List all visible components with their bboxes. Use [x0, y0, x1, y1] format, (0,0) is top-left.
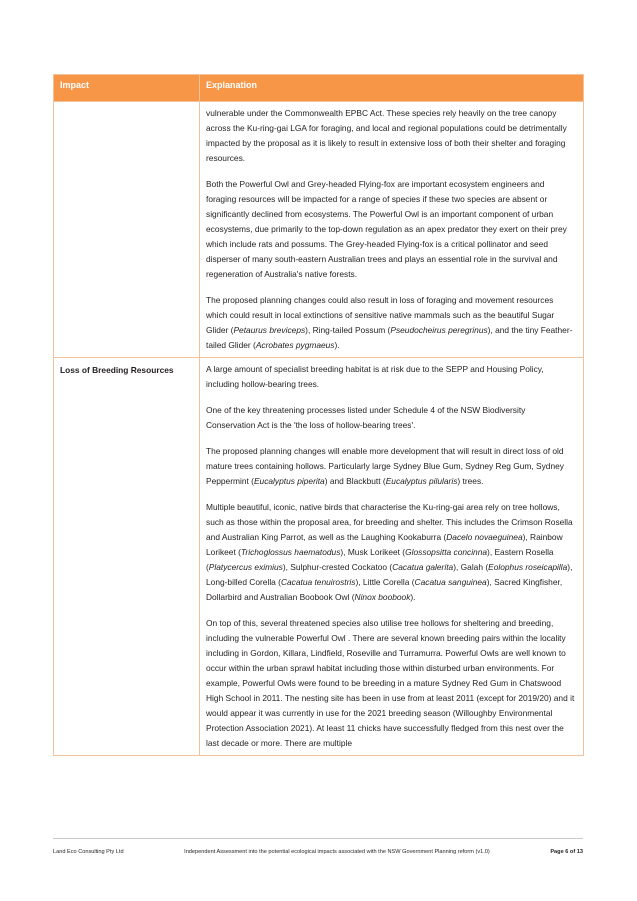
text-run: vulnerable under the Commonwealth EPBC Act. These species rely heavily on the tree canopy across the Ku-ring-gai LGA for foraging, and local and regional populations could be detrimentally impacted by the proposal as it is likely to result in extensive loss of both their shelter and foraging resources. [206, 108, 567, 163]
text-run: The proposed planning changes will enable more development that will result in direct loss of old mature trees containing hollows. Particularly large Sydney Blue Gum, Sydney Reg Gum, Sydney Peppermint ( [206, 446, 564, 486]
explanation-cell [200, 358, 584, 756]
species-name: Ninox boobook [354, 592, 411, 602]
species-name: Trichoglossus haematodus [240, 547, 341, 557]
explanation-paragraph [206, 293, 577, 353]
text-run: ), Little Corella ( [355, 577, 415, 587]
explanation-paragraph [206, 106, 577, 166]
table-row [54, 102, 584, 358]
explanation-paragraph [206, 362, 577, 392]
text-run: ), Eastern Rosella ( [206, 547, 554, 572]
text-run: ), Sacred Kingfisher, Dollarbird and Australian Boobook Owl ( [206, 577, 563, 602]
impact-table [53, 74, 584, 756]
footer-company: Land Eco Consulting Pty Ltd [53, 849, 124, 855]
text-run: ), Ring-tailed Possum ( [305, 325, 391, 335]
explanation-paragraph [206, 616, 577, 751]
impact-cell [54, 102, 200, 358]
text-run: One of the key threatening processes listed under Schedule 4 of the NSW Biodiversity Conservation Act is the 'the loss of hollow-bearing trees'. [206, 405, 526, 430]
text-run: ), Musk Lorikeet ( [340, 547, 406, 557]
text-run: ), and the tiny Feather-tailed Glider ( [206, 325, 573, 350]
text-run: On top of this, several threatened species also utilise tree hollows for sheltering and breeding, including the vulnerable Powerful Owl . There are several known breeding pairs within the locality including in Gordon, Killara, Lindfield, Roseville and Turramurra. Powerful Owls are well known to occur within the urban sprawl habitat including those within disturbed urban environments. For example, Powerful Owls were found to be breeding in a mature Sydney Red Gum in Chatswood High School in 2011. The nesting site has been in use from at least 2011 (except for 2019/20) and it would appear it was currently in use for the 2021 breeding season (Willoughby Environmental Protection Association 2021). At least 11 chicks have successfully fledged from this nest over the last decade or more. There are multiple [206, 618, 575, 748]
text-run: Both the Powerful Owl and Grey-headed Flying-fox are important ecosystem engineers and foraging resources will be impacted for a range of species if these two species are absent or significantly declined from ecosystems. The Powerful Owl is an important component of urban ecosystems, due primarily to the top-down regulation as an apex predator they exert on their prey which include rats and possums. The Grey-headed Flying-fox is a critical pollinator and seed disperser of many south-eastern Australian trees and plays an essential role in the survival and regeneration of Australia's native forests. [206, 179, 567, 279]
text-run: ), Sulphur-crested Cockatoo ( [282, 562, 393, 572]
header-impact: Impact [54, 75, 200, 102]
header-explanation: Explanation [200, 75, 584, 102]
impact-cell: Loss of Breeding Resources [54, 358, 200, 756]
species-name: Eucalyptus pilularis [385, 476, 458, 486]
text-run: ), Rainbow Lorikeet ( [206, 532, 563, 557]
species-name: Pseudocheirus peregrinus [390, 325, 488, 335]
text-run: ). [334, 340, 340, 350]
footer-page-number: Page 6 of 13 [550, 849, 583, 855]
text-run: The proposed planning changes could also result in loss of foraging and movement resources which could result in local extinctions of sensitive native mammals such as the beautiful Sugar Glider ( [206, 295, 555, 335]
footer-title: Independent Assessment into the potential ecological impacts associated with the NSW Government Planning reform (v1.0) [184, 849, 490, 855]
text-run: ), Long-billed Corella ( [206, 562, 573, 587]
species-name: Platycercus eximius [208, 562, 283, 572]
explanation-paragraph [206, 177, 577, 282]
text-run: ) trees. [457, 476, 484, 486]
text-run: ). [410, 592, 416, 602]
text-run: A large amount of specialist breeding habitat is at risk due to the SEPP and Housing Policy, including hollow-bearing trees. [206, 364, 544, 389]
species-name: Eucalyptus piperita [253, 476, 325, 486]
species-name: Petaurus breviceps [233, 325, 306, 335]
species-name: Cacatua galerita [392, 562, 454, 572]
species-name: Glossopsitta concinna [405, 547, 488, 557]
table-header-row [54, 75, 584, 102]
text-run: Multiple beautiful, iconic, native birds that characterise the Ku-ring-gai area rely on tree hollows, such as those within the proposal area, for breeding and shelter. This includes the Crimson Rosella and Australian King Parrot, as well as the Laughing Kookaburra ( [206, 502, 573, 542]
text-run: ) and Blackbutt ( [324, 476, 386, 486]
text-run: ), Galah ( [453, 562, 489, 572]
table-row [54, 358, 584, 756]
species-name: Acrobates pygmaeus [255, 340, 335, 350]
species-name: Cacatua sanguinea [414, 577, 487, 587]
footer-divider [53, 838, 583, 839]
explanation-cell [200, 102, 584, 358]
species-name: Dacelo novaeguinea [446, 532, 523, 542]
page-footer [53, 849, 583, 855]
explanation-paragraph [206, 500, 577, 605]
species-name: Cacatua tenuirostris [280, 577, 356, 587]
species-name: Eolophus roseicapilla [488, 562, 568, 572]
explanation-paragraph [206, 403, 577, 433]
explanation-paragraph [206, 444, 577, 489]
